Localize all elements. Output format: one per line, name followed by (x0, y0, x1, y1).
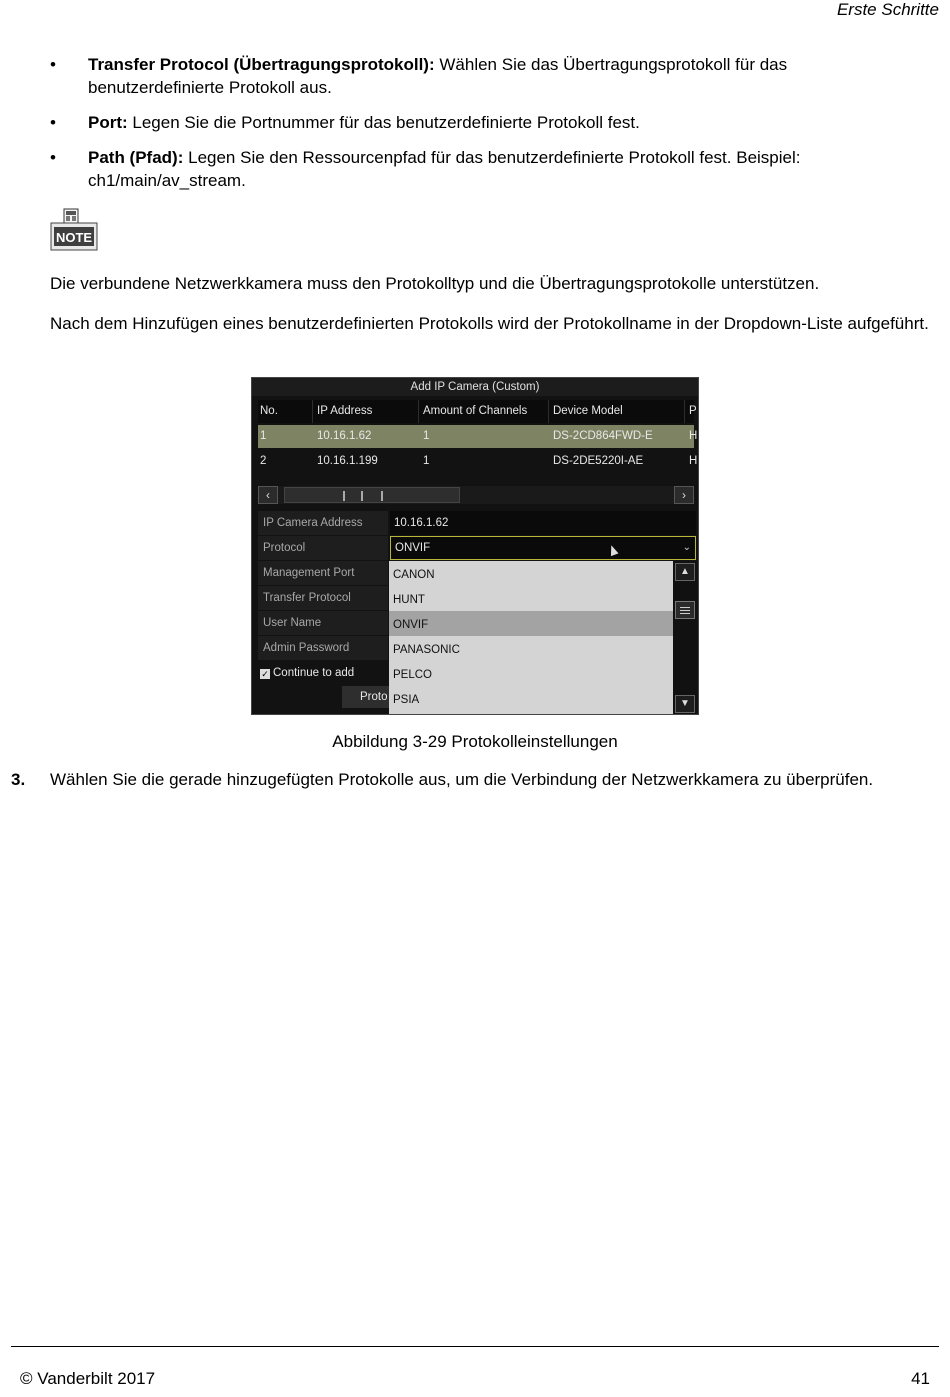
ip-camera-address-field[interactable]: 10.16.1.62 (390, 511, 696, 535)
table-row[interactable] (258, 450, 698, 473)
admin-password-label: Admin Password (258, 636, 388, 660)
dropdown-option-selected[interactable]: ONVIF (389, 611, 673, 636)
management-port-label: Management Port (258, 561, 388, 585)
step-text: Wählen Sie die gerade hinzugefügten Protokolle aus, um die Verbindung der Netzwerkkamera zu überprüfen. (50, 770, 874, 789)
camera-table (258, 400, 698, 473)
column-header: Device Model (553, 405, 623, 417)
bullet-text: Legen Sie die Portnummer für das benutzerdefinierte Protokoll fest. (127, 113, 640, 132)
scroll-down-icon[interactable]: ▼ (675, 695, 695, 713)
bullet-path (50, 146, 850, 192)
dropdown-scrollbar[interactable] (673, 561, 697, 715)
bullet-dot: • (50, 113, 56, 132)
ip-camera-address-label: IP Camera Address (258, 511, 388, 535)
table-cell: 2 (260, 455, 267, 467)
continue-to-add-label: Continue to add (273, 667, 355, 679)
protocol-dropdown-list[interactable] (389, 561, 673, 715)
table-row[interactable] (258, 425, 698, 448)
protocol-label: Protocol (258, 536, 388, 560)
scroll-left-button[interactable]: ‹ (258, 486, 278, 504)
figure-caption: Abbildung 3-29 Protokolleinstellungen (332, 732, 618, 751)
dropdown-option[interactable]: HUNT (393, 594, 425, 606)
table-cell: 1 (260, 430, 267, 442)
step-number: 3. (11, 770, 26, 789)
dialog-title: Add IP Camera (Custom) (252, 378, 698, 396)
section-header: Erste Schritte (836, 0, 939, 19)
column-header: No. (260, 405, 278, 417)
user-name-label: User Name (258, 611, 388, 635)
page-number: 41 (911, 1369, 930, 1388)
table-cell: H (689, 430, 698, 442)
note-label: NOTE (55, 230, 93, 245)
table-cell: 1 (423, 430, 430, 442)
dropdown-option[interactable]: PELCO (393, 669, 432, 681)
bullet-list (50, 53, 850, 204)
table-horizontal-scrollbar[interactable] (258, 486, 694, 504)
table-cell: DS-2DE5220I-AE (553, 455, 644, 467)
bullet-dot: • (50, 55, 56, 74)
add-ip-camera-screenshot (251, 377, 699, 715)
bullet-text: Legen Sie den Ressourcenpfad für das benutzerdefinierte Protokoll fest. Beispiel: ch1/main/av_stream. (88, 148, 801, 190)
note-icon (50, 208, 98, 252)
transfer-protocol-label: Transfer Protocol (258, 586, 388, 610)
table-header (258, 400, 697, 423)
bullet-transfer-protocol (50, 53, 850, 99)
paragraph-protocol-support: Die verbundene Netzwerkkamera muss den Protokolltyp und die Übertragungsprotokolle unterstützen. (50, 274, 820, 293)
dropdown-option[interactable]: PSIA (393, 694, 420, 706)
bullet-dot: • (50, 148, 56, 167)
dropdown-option[interactable]: PANASONIC (393, 644, 460, 656)
bullet-port (50, 111, 850, 134)
scrollbar-track[interactable] (284, 487, 460, 503)
bullet-term: Path (Pfad): (88, 148, 184, 167)
scrollbar-thumb[interactable] (675, 601, 695, 619)
chevron-down-icon: ⌄ (682, 542, 691, 553)
dropdown-option[interactable]: CANON (393, 569, 435, 581)
form-row-protocol (258, 536, 696, 561)
table-cell: H (689, 455, 698, 467)
checkbox-checked-icon[interactable]: ✓ (261, 669, 269, 679)
bullet-term: Transfer Protocol (Übertragungsprotokoll): (88, 55, 435, 74)
scroll-up-icon[interactable]: ▲ (675, 563, 695, 581)
column-header: Amount of Channels (423, 405, 528, 417)
scroll-right-button[interactable]: › (674, 486, 694, 504)
table-cell: 10.16.1.199 (317, 455, 378, 467)
column-header: IP Address (317, 405, 373, 417)
table-cell: 1 (423, 455, 430, 467)
bullet-term: Port: (88, 113, 128, 132)
column-header: P (689, 405, 697, 417)
footer-divider (11, 1346, 939, 1347)
table-cell: DS-2CD864FWD-E (553, 430, 653, 442)
form-row-ip (258, 511, 696, 536)
protocol-button[interactable]: Proto (342, 686, 402, 708)
table-cell: 10.16.1.62 (317, 430, 372, 442)
protocol-select[interactable] (390, 536, 696, 560)
paragraph-dropdown-list: Nach dem Hinzufügen eines benutzerdefinierten Protokolls wird der Protokollname in der Dropdown-Liste aufgeführt. (50, 314, 929, 333)
protocol-value: ONVIF (395, 542, 431, 554)
footer-copyright: © Vanderbilt 2017 (20, 1369, 156, 1388)
bullet-text: Wählen Sie das Übertragungsprotokoll für das benutzerdefinierte Protokoll aus. (88, 55, 788, 97)
